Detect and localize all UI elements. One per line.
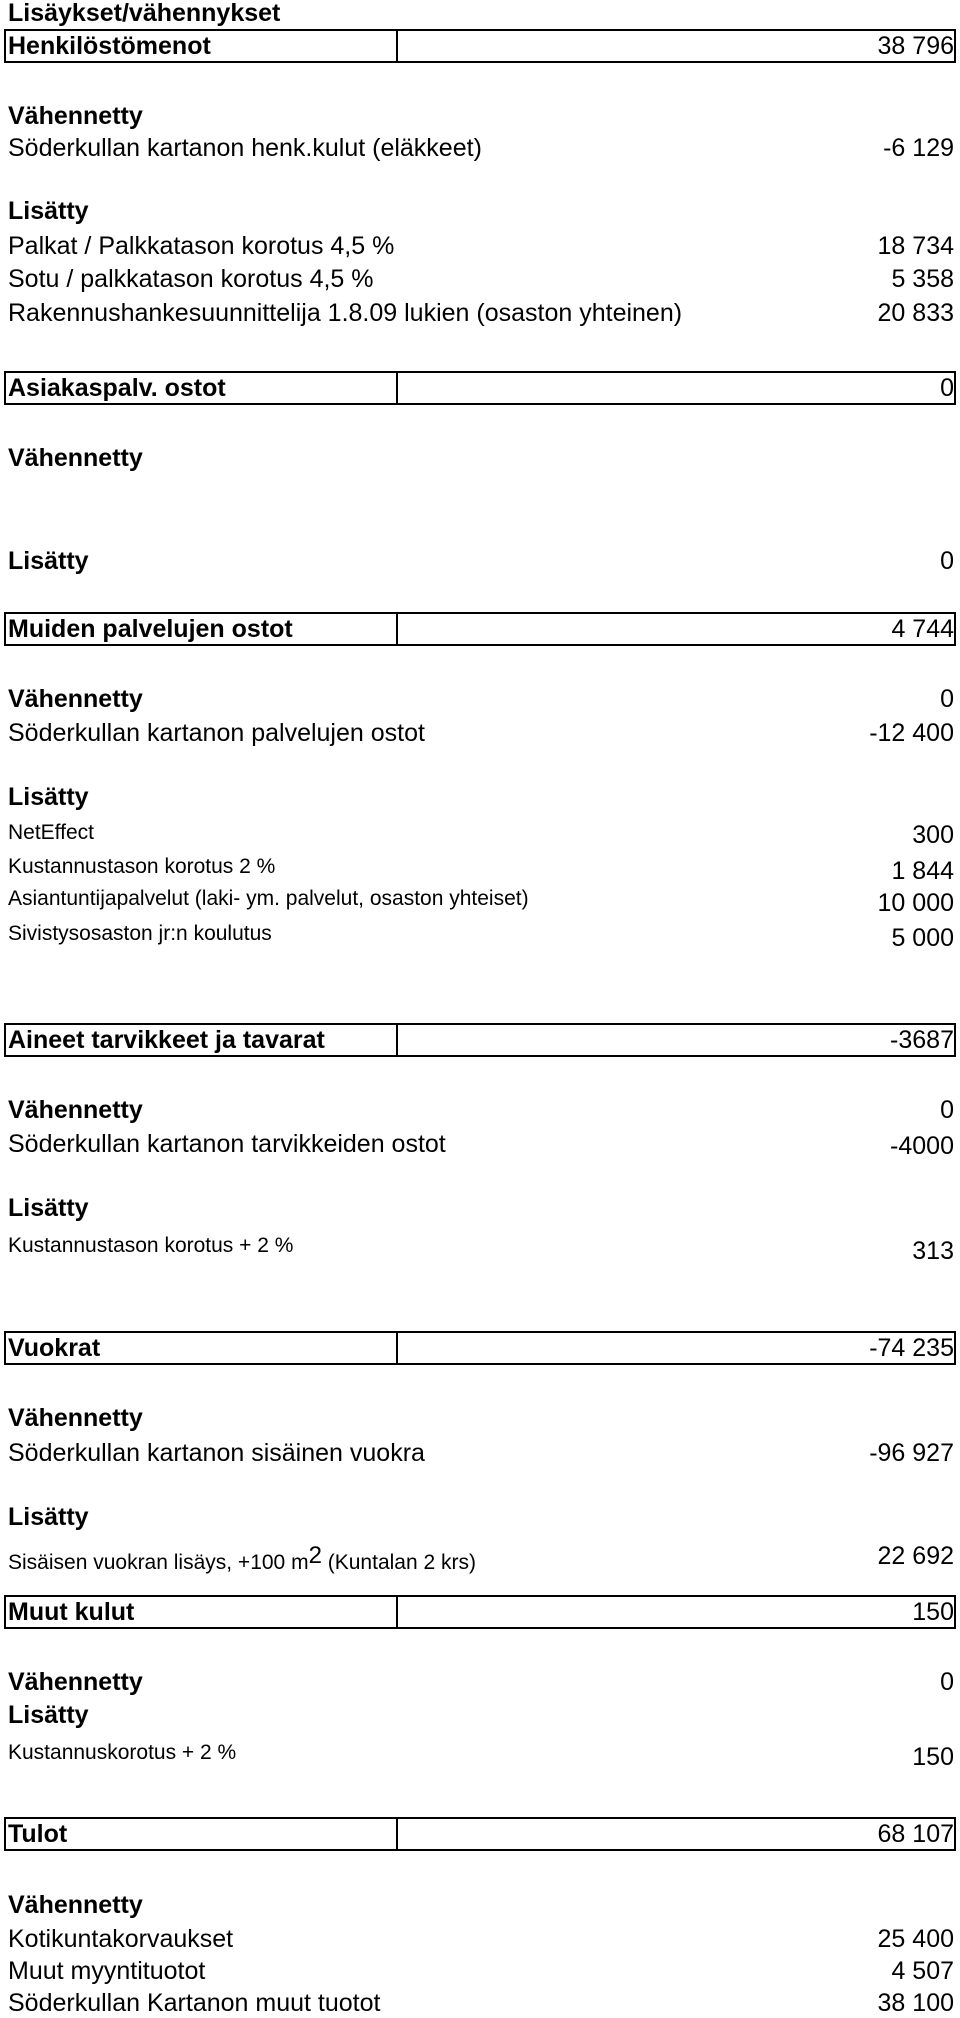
row-label: Söderkullan kartanon palvelujen ostot: [8, 719, 425, 747]
section-title: Henkilöstömenot: [8, 32, 211, 60]
row-value: 150: [912, 1743, 954, 1771]
row-value: 300: [912, 821, 954, 849]
row-label: Kustannustason korotus 2 %: [8, 855, 276, 878]
row-label: NetEffect: [8, 821, 94, 844]
row-value: 0: [940, 1096, 954, 1124]
row-label: Söderkullan Kartanon muut tuotot: [8, 1989, 381, 2017]
row-value: 20 833: [877, 299, 954, 327]
section-total: 38 796: [877, 32, 954, 60]
section-title: Muut kulut: [8, 1598, 135, 1626]
label-part: Sisäisen vuokran lisäys, +100 m: [8, 1551, 309, 1574]
row-value: 18 734: [877, 232, 954, 260]
section-total: 150: [912, 1598, 954, 1626]
row-label: Söderkullan kartanon tarvikkeiden ostot: [8, 1130, 446, 1158]
lisatty-label: Lisätty: [8, 1503, 89, 1531]
row-value: 5 358: [891, 265, 954, 293]
row-value: -4000: [890, 1132, 954, 1160]
section-total: -74 235: [869, 1334, 954, 1362]
section-total: -3687: [890, 1026, 954, 1054]
section-total: 0: [940, 374, 954, 402]
row-value: 5 000: [891, 924, 954, 952]
row-value: 4 507: [891, 1957, 954, 1985]
row-label: Kotikuntakorvaukset: [8, 1925, 234, 1953]
section-title: Tulot: [8, 1820, 68, 1848]
section-total: 68 107: [877, 1820, 954, 1848]
vahennetty-label: Vähennetty: [8, 1096, 143, 1124]
section-title: Aineet tarvikkeet ja tavarat: [8, 1026, 325, 1054]
row-label: Kustannustason korotus + 2 %: [8, 1234, 294, 1257]
row-label: Sotu / palkkatason korotus 4,5 %: [8, 265, 374, 293]
lisatty-label: Lisätty: [8, 197, 89, 225]
square-superscript: 2: [308, 1542, 322, 1569]
row-label: Sivistysosaston jr:n koulutus: [8, 922, 272, 945]
vahennetty-label: Vähennetty: [8, 1891, 143, 1919]
row-value: -12 400: [869, 719, 954, 747]
section-header-tulot: [4, 1817, 956, 1851]
row-label: [8, 1543, 476, 1576]
row-value: 0: [940, 547, 954, 575]
row-label: Palkat / Palkkatason korotus 4,5 %: [8, 232, 395, 260]
lisatty-label: Lisätty: [8, 1194, 89, 1222]
row-value: 0: [940, 1668, 954, 1696]
row-value: -6 129: [883, 134, 954, 162]
vahennetty-label: Vähennetty: [8, 102, 143, 130]
lisatty-label: Lisätty: [8, 1701, 89, 1729]
vahennetty-label: Vähennetty: [8, 444, 143, 472]
vahennetty-label: Vähennetty: [8, 685, 143, 713]
lisatty-label: Lisätty: [8, 547, 89, 575]
lisatty-label: Lisätty: [8, 783, 89, 811]
page-title: Lisäykset/vähennykset: [8, 0, 281, 27]
row-label: Muut myyntituotot: [8, 1957, 206, 1985]
row-value: 38 100: [877, 1989, 954, 2017]
row-value: 313: [912, 1237, 954, 1265]
row-label: Söderkullan kartanon sisäinen vuokra: [8, 1439, 425, 1467]
vahennetty-label: Vähennetty: [8, 1668, 143, 1696]
section-header-vuokrat: [4, 1331, 956, 1365]
section-total: 4 744: [891, 615, 954, 643]
row-label: Kustannuskorotus + 2 %: [8, 1741, 237, 1764]
label-part: (Kuntalan 2 krs): [321, 1551, 476, 1574]
section-title: Asiakaspalv. ostot: [8, 374, 226, 402]
row-value: -96 927: [869, 1439, 954, 1467]
section-header-muut-kulut: [4, 1595, 956, 1629]
section-title: Muiden palvelujen ostot: [8, 615, 293, 643]
row-value: 22 692: [877, 1542, 954, 1570]
row-value: 1 844: [891, 857, 954, 885]
row-value: 25 400: [877, 1925, 954, 1953]
row-label: Söderkullan kartanon henk.kulut (eläkkeet): [8, 134, 482, 162]
row-label: Rakennushankesuunnittelija 1.8.09 lukien (osaston yhteinen): [8, 299, 683, 327]
row-value: 0: [940, 685, 954, 713]
row-value: 10 000: [877, 889, 954, 917]
vahennetty-label: Vähennetty: [8, 1404, 143, 1432]
row-label: Asiantuntijapalvelut (laki- ym. palvelut, osaston yhteiset): [8, 887, 529, 910]
section-title: Vuokrat: [8, 1334, 101, 1362]
